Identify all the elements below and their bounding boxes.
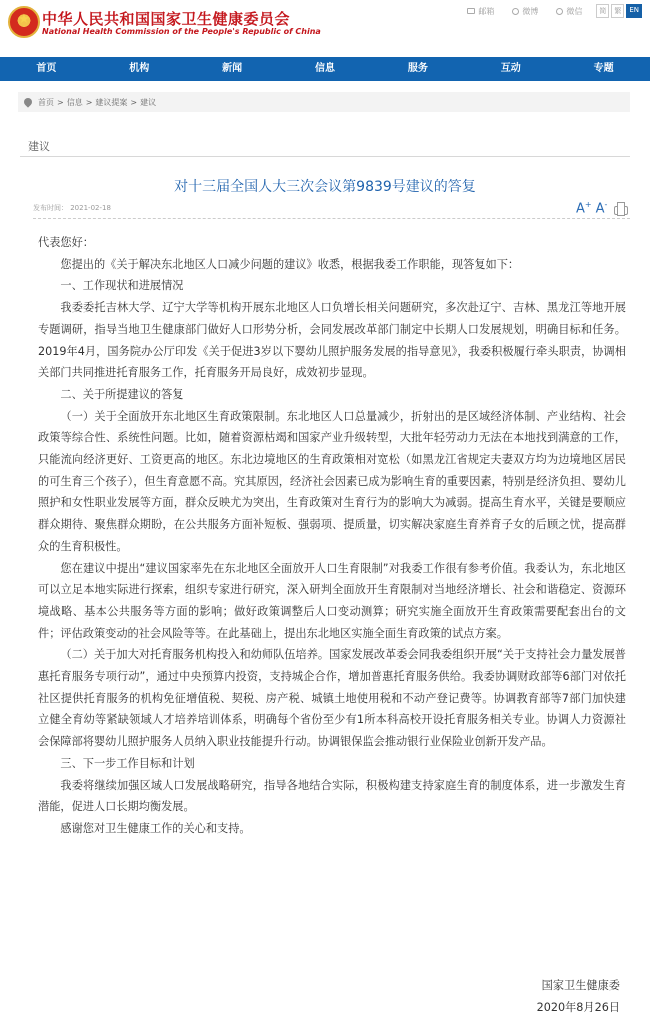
breadcrumb-home[interactable]: 首页 — [38, 97, 54, 107]
signature-date: 2020年8月26日 — [536, 1001, 620, 1014]
main-nav — [0, 57, 650, 81]
paragraph: 我委将继续加强区域人口发展战略研究，指导各地结合实际，积极构建支持家庭生育的制度体系，进一步激发生育潜能，促进人口长期均衡发展。 — [38, 778, 626, 814]
paragraph: （二）关于加大对托育服务机构投入和幼师队伍培养。国家发展改革委会同我委组织开展“关于支持社会力量发展普惠托育服务专项行动”，通过中央预算内投资，支持城企合作，增加普惠托育服务供给。我委协调财政部等6部门对依托社区提供托育服务的机构免征增值税、契税、房产税、城镇土地使用税和不动产登记费等。协调教育部等7部门加快建立健全育幼等紧缺领域人才培养培训体系，明确每个省份至少有1所本科高校开设托育服务相关专业。协调人力资源社会保障部将婴幼儿照护服务人员纳入职业技能提升行动。协调银保监会推动银行业保险业创新开发产品。 — [38, 648, 626, 749]
breadcrumb-proposals[interactable]: 建议提案 — [95, 97, 128, 107]
paragraph: 三、下一步工作目标和计划 — [60, 756, 195, 770]
article-body — [38, 232, 626, 840]
paragraph: 您提出的《关于解决东北地区人口减少问题的建议》收悉，根据我委工作职能，现答复如下： — [60, 257, 520, 271]
title-divider — [33, 218, 630, 219]
breadcrumb-information[interactable]: 信息 — [66, 97, 83, 107]
wechat-icon — [556, 8, 563, 15]
paragraph: 您在建议中提出“建议国家率先在东北地区全面放开人口生育限制”对我委工作很有参考价值。我委认为，东北地区可以立足本地实际进行探索，组织专家进行研究，深入研判全面放开生育限制对当地经济增长、社会和谐稳定、资源环境战略、基本公共服务等方面的影响；做好政策调整后人口变动测算；研究实施全面放开生育政策需要配套出台的文件；评估政策变动的社会风险等等。在此基础上，提出东北地区实施全面生育政策的试点方案。 — [38, 561, 626, 640]
breadcrumb-separator: > — [130, 97, 138, 107]
section-divider — [20, 156, 630, 157]
site-title-en: National Health Commission of the People's Republic of China — [42, 27, 321, 36]
location-icon — [22, 96, 33, 107]
breadcrumb-current[interactable]: 建议 — [140, 97, 157, 107]
language-switch — [596, 4, 642, 18]
font-decrease-button[interactable]: A- — [595, 200, 608, 217]
nav-information[interactable]: 信息 — [315, 63, 335, 74]
nav-topics[interactable]: 专题 — [593, 63, 614, 74]
paragraph: 感谢您对卫生健康工作的关心和支持。 — [60, 821, 251, 835]
top-links — [453, 4, 642, 18]
breadcrumb-separator: > — [57, 97, 64, 107]
paragraph: 二、关于所提建议的答复 — [60, 387, 184, 401]
nav-home[interactable]: 首页 — [36, 63, 57, 74]
paragraph: 代表您好： — [38, 236, 94, 249]
site-title-cn[interactable]: 中华人民共和国国家卫生健康委员会 — [42, 10, 291, 28]
article-title: 对十三届全国人大三次会议第9839号建议的答复 — [174, 179, 476, 195]
font-increase-button[interactable]: A+ — [576, 200, 592, 217]
breadcrumb — [18, 92, 630, 112]
wechat-link[interactable]: 微信 — [556, 6, 582, 17]
paragraph: 一、工作现状和进展情况 — [60, 279, 184, 293]
weibo-icon — [512, 8, 519, 15]
mail-link[interactable]: 邮箱 — [467, 6, 494, 17]
nav-services[interactable]: 服务 — [407, 63, 428, 74]
publish-date: 发布时间： 2021-02-18 — [33, 204, 111, 212]
lang-simplified[interactable]: 简 — [596, 4, 609, 18]
paragraph: 我委委托吉林大学、辽宁大学等机构开展东北地区人口负增长相关问题研究，多次赴辽宁、吉林、黑龙江等地开展专题调研，指导当地卫生健康部门做好人口形势分析，会同发展改革部门制定中长期人口发展规划，明确目标和任务。2019年4月，国务院办公厅印发《关于促进3岁以下婴幼儿照护服务发展的指导意见》，我委积极履行牵头职责，协调相关部门共同推进托育服务工作，托育服务开局良好，成效初步显现。 — [38, 301, 626, 380]
paragraph: （一）关于全面放开东北地区生育政策限制。东北地区人口总量减少，折射出的是区域经济体制、产业结构、社会政策等综合性、系统性问题。比如，随着资源枯竭和国家产业升级转型，大批年轻劳动力无法在本地找到满意的工作，只能流向经济更好、工资更高的地区。东北边境地区的生育政策相对宽松（如黑龙江省规定夫妻双方均为边境地区居民的可生育三个孩子），但生育意愿不高。究其原因，经济社会因素已成为影响生育的重要因素，特别是经济负担、婴幼儿照护和女性职业发展等方面，群众反映尤为突出，生育政策对生育行为的影响大为减弱。提高生育水平，关键是要顺应群众期待、聚焦群众期盼，在公共服务方面补短板、强弱项、提质量，切实解决家庭生育养育子女的后顾之忧，提高群众的生育积极性。 — [38, 409, 626, 553]
print-icon[interactable] — [613, 202, 627, 216]
lang-english[interactable]: EN — [626, 4, 642, 18]
nav-interaction[interactable]: 互动 — [500, 63, 521, 74]
nav-news[interactable]: 新闻 — [222, 63, 243, 74]
breadcrumb-separator: > — [85, 97, 93, 107]
weibo-link[interactable]: 微博 — [512, 6, 538, 17]
mail-icon — [467, 8, 475, 14]
site-header — [0, 0, 650, 56]
signature: 国家卫生健康委 — [541, 979, 620, 992]
lang-traditional[interactable]: 繁 — [611, 4, 624, 18]
article-tools — [576, 198, 627, 216]
nav-organization[interactable]: 机构 — [129, 63, 150, 74]
national-emblem-icon: ★ — [8, 6, 40, 38]
section-tab[interactable]: 建议 — [28, 140, 50, 153]
